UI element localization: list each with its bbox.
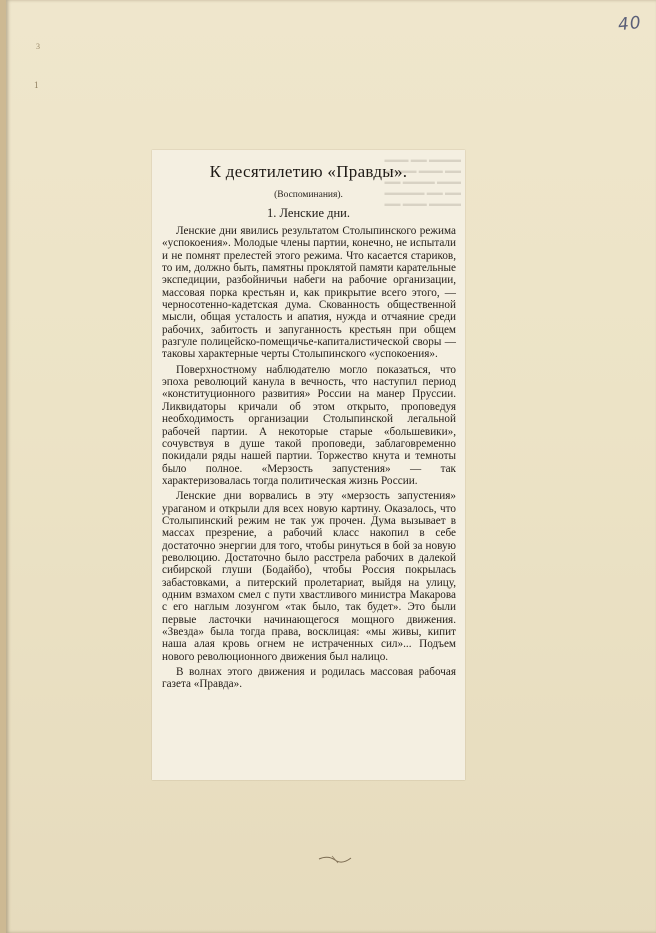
newspaper-clipping <box>152 150 465 780</box>
article-title: К десятилетию «Правды». <box>209 162 408 181</box>
margin-mark: 1 <box>34 80 39 90</box>
article-paragraph: Ленские дни ворвались в эту «мерзость запустения» ураганом и открыли для всех новую картину. Оказалось, что Столыпинский режим не так уж прочен. Дума вызывает в массах презрение, а рабочий класс накопил в себе достаточно энергии для того, чтобы ринуться в бой за новую революцию. Достаточно было расстрела рабочих в далекой сибирской глуши (Бодайбо), чтобы Россия покрылась забастовками, а питерский пролетариат, выйдя на улицу, одним взмахом смел с пути хвастливого министра Макарова с его наглым лозунгом «так было, так будет». Это были первые ласточки начинающегося мощного движения. «Звезда» была тогда права, восклицая: «мы живы, кипит наша алая кровь огнем не истраченных сил»... Подъем нового революционного движения был налицо. <box>162 490 456 663</box>
paper-crease-mark <box>318 853 352 865</box>
section-heading: 1. Ленские дни. <box>267 206 350 220</box>
article-paragraph: Поверхностному наблюдателю могло показаться, что эпоха революций канула в вечность, что наступил период «конституционного развития» России на манер Пруссии. Ликвидаторы кричали об этом открыто, проповедуя необходимость организации Столыпинской легальной рабочей партии. А некоторые старые «большевики», сочувствуя в душе такой проповеди, заблаговременно покидали ряды нашей партии. Торжество кнута и темноты было полное. «Мерзость запустения» — так характеризовалась тогда политическая жизнь России. <box>162 363 456 487</box>
margin-mark: 3 <box>36 42 40 51</box>
article-subtitle: (Воспоминания). <box>274 190 343 200</box>
handwritten-page-number: 40 <box>617 12 643 36</box>
article-body <box>162 225 456 691</box>
article-paragraph: Ленские дни явились результатом Столыпинского режима «успокоения». Молодые члены партии, конечно, не испытали и не помнят прелестей этого режима. Что касается стариков, то им, должно быть, памятны проклятой памяти карательные экспедиции, разбойничьи набеги на рабочие организации, массовая порка крестьян и, как прикрытие всего этого, — черносотенно-кадетская дума. Скованность общественной мысли, общая усталость и апатия, нужда и отчаяние среди рабочих, забитость и запуганность крестьян при общем разгуле полицейско-помещичье-капиталистической своры — таковы характерные черты Столыпинского «успокоения». <box>162 225 456 361</box>
bleed-through-texture: ▬▬▬ ▬▬ ▬▬▬▬ ▬▬▬▬ ▬▬▬ ▬▬ ▬▬ ▬▬▬▬ ▬▬▬ ▬▬▬▬▬ ▬▬ ▬▬ ▬▬ ▬▬▬ ▬▬▬▬ <box>384 155 461 208</box>
article-paragraph: В волнах этого движения и родилась массовая рабочая газета «Правда». <box>162 666 456 691</box>
